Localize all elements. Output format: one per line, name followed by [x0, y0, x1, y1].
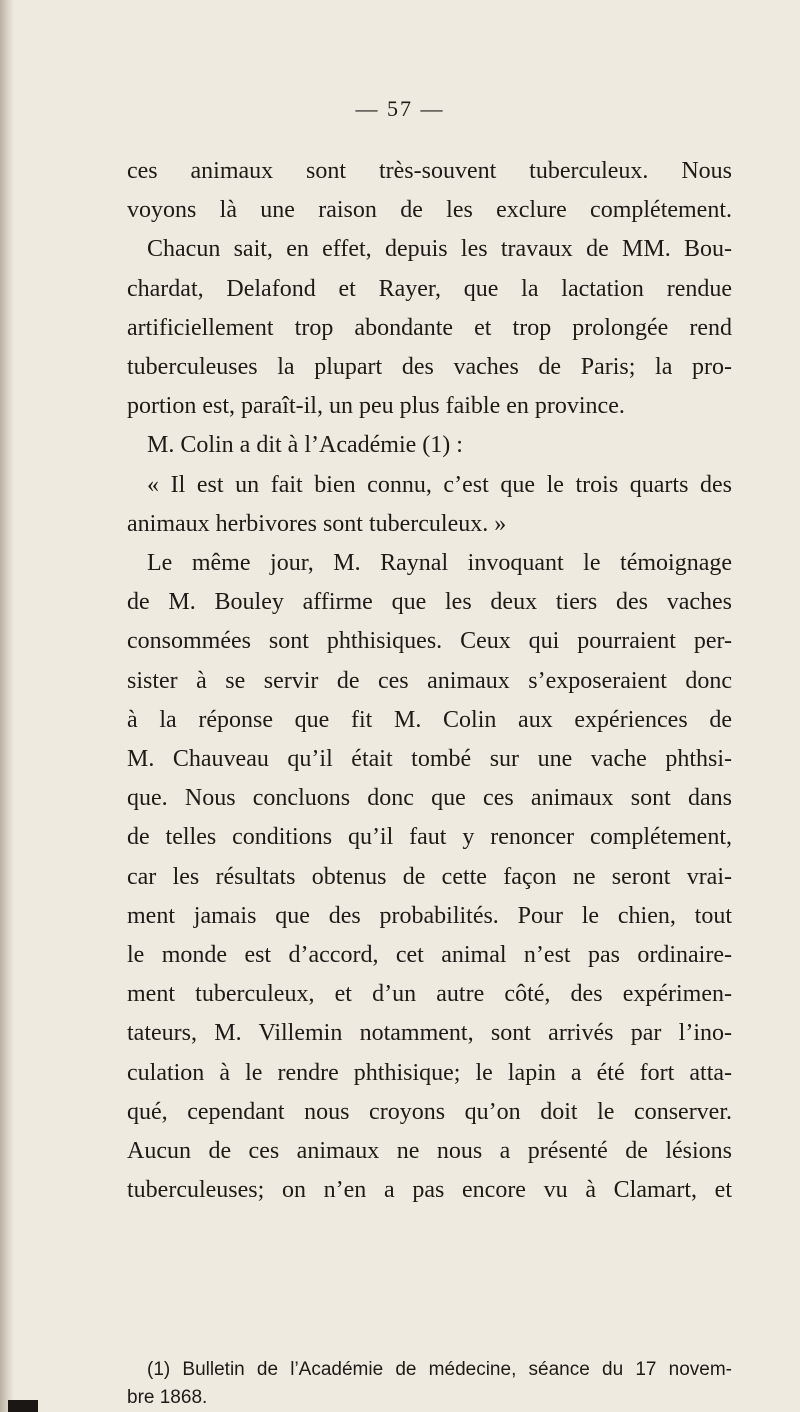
- text-line: car les résultats obtenus de cette façon ne seront vrai-: [127, 863, 732, 890]
- text-line: portion est, paraît-il, un peu plus faible en province.: [127, 393, 625, 420]
- text-line: voyons là une raison de les exclure complétement.: [127, 197, 732, 224]
- text-line: artificiellement trop abondante et trop prolongée rend: [127, 314, 732, 341]
- text-line: le monde est d’accord, cet animal n’est pas ordinaire-: [127, 942, 732, 969]
- text-line: M. Colin a dit à l’Académie (1) :: [147, 432, 463, 459]
- text-line: ment tuberculeux, et d’un autre côté, des expérimen-: [127, 981, 732, 1008]
- binding-mark: [8, 1400, 38, 1412]
- text-line: sister à se servir de ces animaux s’exposeraient donc: [127, 667, 732, 694]
- text-line: animaux herbivores sont tuberculeux. »: [127, 510, 507, 537]
- text-line: M. Chauveau qu’il était tombé sur une vache phthsi-: [127, 746, 732, 773]
- text-line: culation à le rendre phthisique; le lapin a été fort atta-: [127, 1059, 732, 1086]
- text-line: « Il est un fait bien connu, c’est que le trois quarts des: [147, 471, 732, 498]
- page-number: — 57 —: [355, 96, 445, 121]
- text-line: ces animaux sont très-souvent tuberculeux. Nous: [127, 158, 732, 184]
- text-line: Le même jour, M. Raynal invoquant le témoignage: [147, 550, 732, 577]
- text-line: ment jamais que des probabilités. Pour le chien, tout: [127, 902, 732, 929]
- text-line: de M. Bouley affirme que les deux tiers des vaches: [127, 589, 732, 616]
- footnote: [127, 1356, 732, 1412]
- text-line: Chacun sait, en effet, depuis les travaux de MM. Bou-: [147, 236, 732, 263]
- footnote-line: (1) Bulletin de l’Académie de médecine, séance du 17 novem-: [147, 1359, 732, 1380]
- text-line: tuberculeuses la plupart des vaches de Paris; la pro-: [127, 354, 732, 381]
- text-line: tateurs, M. Villemin notamment, sont arrivés par l’ino-: [127, 1020, 732, 1047]
- footnote-line: bre 1868.: [127, 1387, 208, 1408]
- text-line: à la réponse que fit M. Colin aux expériences de: [127, 706, 732, 733]
- text-line: que. Nous concluons donc que ces animaux sont dans: [127, 785, 732, 812]
- text-line: qué, cependant nous croyons qu’on doit le conserver.: [127, 1098, 732, 1125]
- text-line: consommées sont phthisiques. Ceux qui pourraient per-: [127, 628, 732, 655]
- text-line: tuberculeuses; on n’en a pas encore vu à Clamart, et: [127, 1177, 732, 1204]
- text-line: chardat, Delafond et Rayer, que la lactation rendue: [127, 275, 732, 302]
- page-binding-edge: [0, 0, 14, 1412]
- text-line: de telles conditions qu’il faut y renoncer complétement,: [127, 824, 732, 851]
- text-line: Aucun de ces animaux ne nous a présenté de lésions: [127, 1138, 732, 1165]
- body-text: [127, 152, 732, 1210]
